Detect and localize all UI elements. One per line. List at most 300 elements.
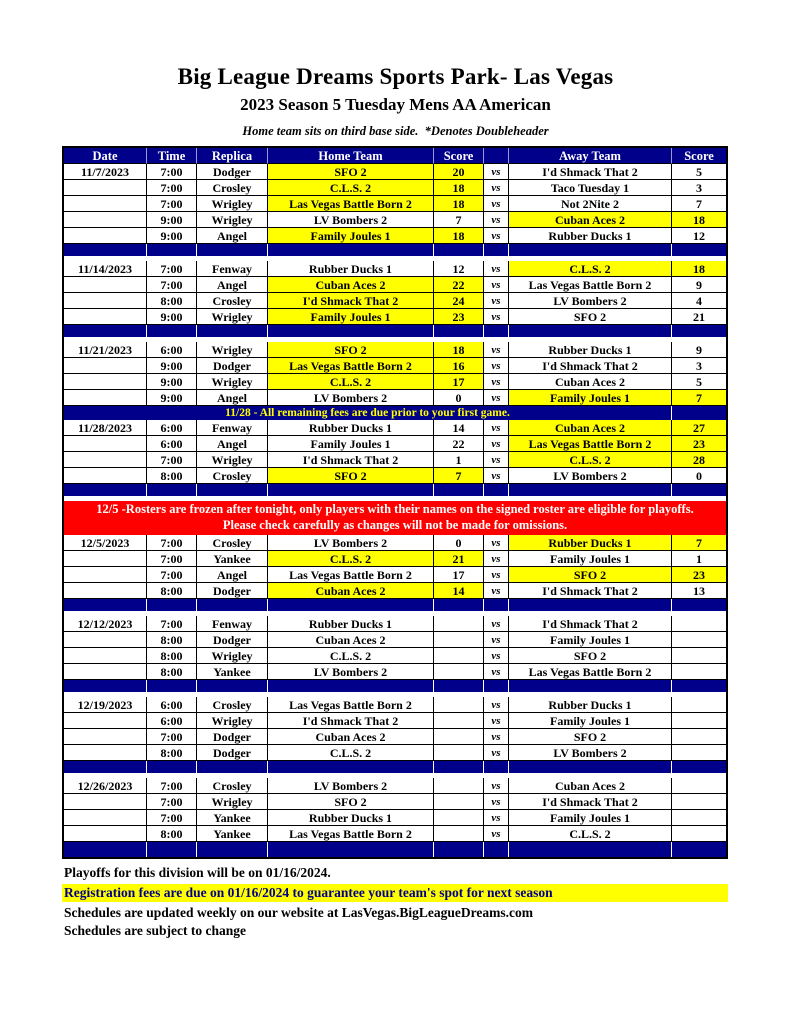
- date-cell: [64, 810, 147, 826]
- home-team-cell: Rubber Ducks 1: [268, 810, 434, 826]
- separator-cell: [197, 680, 268, 692]
- time-cell: 8:00: [147, 648, 197, 664]
- time-cell: 8:00: [147, 664, 197, 680]
- vs-cell: vs: [484, 277, 509, 293]
- table-row: [64, 664, 726, 680]
- time-cell: 7:00: [147, 164, 197, 180]
- separator-cell: [484, 325, 509, 337]
- time-cell: 8:00: [147, 293, 197, 309]
- separator-cell: [147, 244, 197, 256]
- vs-cell: vs: [484, 729, 509, 745]
- date-cell: 11/7/2023: [64, 164, 147, 180]
- time-cell: 9:00: [147, 309, 197, 325]
- separator-cell: [197, 325, 268, 337]
- date-cell: 12/26/2023: [64, 778, 147, 794]
- away-score-cell: [672, 664, 726, 680]
- time-cell: 8:00: [147, 826, 197, 842]
- home-team-cell: C.L.S. 2: [268, 648, 434, 664]
- vs-cell: vs: [484, 342, 509, 358]
- table-row: [64, 452, 726, 468]
- home-score-cell: 18: [434, 342, 484, 358]
- home-score-cell: 23: [434, 309, 484, 325]
- section-separator: [64, 761, 726, 773]
- away-score-cell: [672, 616, 726, 632]
- table-row: [64, 778, 726, 794]
- home-score-cell: [434, 826, 484, 842]
- time-cell: 9:00: [147, 374, 197, 390]
- separator-cell: [147, 325, 197, 337]
- vs-cell: vs: [484, 745, 509, 761]
- away-team-cell: I'd Shmack That 2: [509, 616, 672, 632]
- away-team-cell: Rubber Ducks 1: [509, 342, 672, 358]
- column-header-home-team: Home Team: [268, 148, 434, 164]
- replica-cell: Yankee: [197, 826, 268, 842]
- date-cell: [64, 794, 147, 810]
- date-cell: [64, 277, 147, 293]
- away-score-cell: 3: [672, 358, 726, 374]
- date-cell: [64, 196, 147, 212]
- vs-cell: vs: [484, 664, 509, 680]
- vs-cell: vs: [484, 309, 509, 325]
- replica-cell: Wrigley: [197, 196, 268, 212]
- home-team-cell: LV Bombers 2: [268, 390, 434, 406]
- date-cell: [64, 729, 147, 745]
- home-team-cell: Las Vegas Battle Born 2: [268, 567, 434, 583]
- home-team-cell: SFO 2: [268, 794, 434, 810]
- table-row: [64, 729, 726, 745]
- away-score-cell: 5: [672, 164, 726, 180]
- time-cell: 7:00: [147, 261, 197, 277]
- replica-cell: Crosley: [197, 535, 268, 551]
- section-separator: [64, 842, 726, 857]
- replica-cell: Yankee: [197, 810, 268, 826]
- away-team-cell: Family Joules 1: [509, 810, 672, 826]
- away-score-cell: 13: [672, 583, 726, 599]
- vs-cell: vs: [484, 567, 509, 583]
- vs-cell: vs: [484, 713, 509, 729]
- home-team-cell: Family Joules 1: [268, 436, 434, 452]
- away-team-cell: SFO 2: [509, 648, 672, 664]
- vs-cell: vs: [484, 436, 509, 452]
- table-row: [64, 293, 726, 309]
- separator-cell: [509, 761, 672, 773]
- away-team-cell: I'd Shmack That 2: [509, 794, 672, 810]
- home-score-cell: 20: [434, 164, 484, 180]
- home-score-cell: 12: [434, 261, 484, 277]
- time-cell: 6:00: [147, 697, 197, 713]
- home-score-cell: [434, 713, 484, 729]
- footer-website: Schedules are updated weekly on our website at LasVegas.BigLeagueDreams.com: [64, 905, 534, 920]
- home-team-cell: Las Vegas Battle Born 2: [268, 196, 434, 212]
- home-team-cell: LV Bombers 2: [268, 664, 434, 680]
- replica-cell: Dodger: [197, 632, 268, 648]
- date-cell: [64, 228, 147, 244]
- separator-cell: [434, 599, 484, 611]
- separator-cell: [672, 484, 726, 496]
- away-score-cell: 9: [672, 277, 726, 293]
- away-score-cell: [672, 745, 726, 761]
- replica-cell: Dodger: [197, 729, 268, 745]
- separator-cell: [64, 599, 147, 611]
- table-row: [64, 436, 726, 452]
- separator-cell: [147, 842, 197, 857]
- table-row: [64, 148, 726, 164]
- roster-banner-line2: Please check carefully as changes will not be made for omissions.: [222, 517, 568, 532]
- time-cell: 7:00: [147, 810, 197, 826]
- replica-cell: Dodger: [197, 745, 268, 761]
- home-score-cell: 14: [434, 583, 484, 599]
- away-score-cell: 7: [672, 390, 726, 406]
- column-header-away-team: Away Team: [509, 148, 672, 164]
- away-score-cell: [672, 826, 726, 842]
- replica-cell: Wrigley: [197, 212, 268, 228]
- time-cell: 7:00: [147, 778, 197, 794]
- away-score-cell: 23: [672, 436, 726, 452]
- away-team-cell: LV Bombers 2: [509, 468, 672, 484]
- separator-cell: [268, 842, 434, 857]
- home-team-cell: Cuban Aces 2: [268, 729, 434, 745]
- home-score-cell: 18: [434, 180, 484, 196]
- table-row: [64, 228, 726, 244]
- table-row: [64, 180, 726, 196]
- separator-cell: [672, 761, 726, 773]
- time-cell: 7:00: [147, 794, 197, 810]
- replica-cell: Crosley: [197, 697, 268, 713]
- fees-notice: 11/28 - All remaining fees are due prior to your first game.: [64, 406, 672, 420]
- home-team-cell: Rubber Ducks 1: [268, 616, 434, 632]
- separator-cell: [147, 761, 197, 773]
- home-score-cell: 7: [434, 468, 484, 484]
- separator-cell: [197, 599, 268, 611]
- time-cell: 7:00: [147, 729, 197, 745]
- away-score-cell: 0: [672, 468, 726, 484]
- home-score-cell: 18: [434, 228, 484, 244]
- table-row: [64, 390, 726, 406]
- table-row: [64, 309, 726, 325]
- away-score-cell: 7: [672, 196, 726, 212]
- home-team-cell: Family Joules 1: [268, 228, 434, 244]
- away-score-cell: 3: [672, 180, 726, 196]
- section-separator: [64, 325, 726, 337]
- home-score-cell: [434, 778, 484, 794]
- home-team-cell: SFO 2: [268, 164, 434, 180]
- away-team-cell: SFO 2: [509, 729, 672, 745]
- replica-cell: Wrigley: [197, 452, 268, 468]
- home-score-cell: [434, 794, 484, 810]
- home-team-cell: C.L.S. 2: [268, 180, 434, 196]
- replica-cell: Angel: [197, 390, 268, 406]
- away-score-cell: 12: [672, 228, 726, 244]
- table-row: [64, 551, 726, 567]
- away-score-cell: 27: [672, 420, 726, 436]
- vs-cell: vs: [484, 164, 509, 180]
- roster-banner-line1: 12/5 -Rosters are frozen after tonight, only players with their names on the signed roster are eligible for playoffs.: [96, 502, 694, 516]
- vs-cell: vs: [484, 551, 509, 567]
- separator-cell: [672, 406, 726, 420]
- home-score-cell: 21: [434, 551, 484, 567]
- time-cell: 7:00: [147, 180, 197, 196]
- date-cell: [64, 567, 147, 583]
- home-team-cell: Cuban Aces 2: [268, 277, 434, 293]
- home-team-cell: Rubber Ducks 1: [268, 261, 434, 277]
- date-cell: [64, 648, 147, 664]
- home-team-cell: Cuban Aces 2: [268, 632, 434, 648]
- page-title: Big League Dreams Sports Park- Las Vegas: [177, 64, 614, 89]
- time-cell: 8:00: [147, 468, 197, 484]
- home-score-cell: [434, 616, 484, 632]
- separator-cell: [484, 599, 509, 611]
- replica-cell: Fenway: [197, 261, 268, 277]
- column-header-score: Score: [672, 148, 726, 164]
- date-cell: [64, 293, 147, 309]
- home-team-cell: Las Vegas Battle Born 2: [268, 358, 434, 374]
- date-cell: 12/12/2023: [64, 616, 147, 632]
- separator-cell: [672, 325, 726, 337]
- replica-cell: Angel: [197, 436, 268, 452]
- table-row: [64, 164, 726, 180]
- date-cell: [64, 632, 147, 648]
- vs-cell: vs: [484, 180, 509, 196]
- away-score-cell: [672, 794, 726, 810]
- away-team-cell: Cuban Aces 2: [509, 212, 672, 228]
- section-separator: [64, 680, 726, 692]
- separator-cell: [672, 599, 726, 611]
- away-team-cell: Cuban Aces 2: [509, 420, 672, 436]
- vs-cell: vs: [484, 468, 509, 484]
- replica-cell: Crosley: [197, 468, 268, 484]
- away-team-cell: LV Bombers 2: [509, 745, 672, 761]
- away-team-cell: SFO 2: [509, 309, 672, 325]
- separator-cell: [64, 761, 147, 773]
- vs-cell: vs: [484, 616, 509, 632]
- separator-cell: [672, 244, 726, 256]
- separator-cell: [484, 680, 509, 692]
- vs-cell: vs: [484, 228, 509, 244]
- separator-cell: [197, 761, 268, 773]
- replica-cell: Crosley: [197, 293, 268, 309]
- replica-cell: Fenway: [197, 616, 268, 632]
- separator-cell: [64, 484, 147, 496]
- time-cell: 6:00: [147, 436, 197, 452]
- home-score-cell: 7: [434, 212, 484, 228]
- vs-cell: vs: [484, 535, 509, 551]
- time-cell: 7:00: [147, 567, 197, 583]
- away-score-cell: [672, 729, 726, 745]
- home-team-cell: Las Vegas Battle Born 2: [268, 697, 434, 713]
- replica-cell: Wrigley: [197, 309, 268, 325]
- away-score-cell: 21: [672, 309, 726, 325]
- table-row: [64, 277, 726, 293]
- replica-cell: Wrigley: [197, 713, 268, 729]
- home-team-cell: I'd Shmack That 2: [268, 293, 434, 309]
- section-separator: [64, 599, 726, 611]
- separator-cell: [64, 325, 147, 337]
- vs-cell: vs: [484, 212, 509, 228]
- time-cell: 8:00: [147, 583, 197, 599]
- away-team-cell: Family Joules 1: [509, 551, 672, 567]
- away-team-cell: Las Vegas Battle Born 2: [509, 664, 672, 680]
- replica-cell: Dodger: [197, 583, 268, 599]
- schedule-table: [62, 146, 728, 859]
- away-team-cell: Las Vegas Battle Born 2: [509, 277, 672, 293]
- separator-cell: [147, 484, 197, 496]
- away-score-cell: 18: [672, 212, 726, 228]
- home-score-cell: [434, 632, 484, 648]
- table-row: [64, 648, 726, 664]
- table-row: [64, 616, 726, 632]
- home-score-cell: 18: [434, 196, 484, 212]
- away-team-cell: I'd Shmack That 2: [509, 358, 672, 374]
- vs-cell: vs: [484, 583, 509, 599]
- separator-cell: [672, 680, 726, 692]
- vs-cell: vs: [484, 374, 509, 390]
- time-cell: 6:00: [147, 713, 197, 729]
- separator-cell: [484, 761, 509, 773]
- home-team-cell: Rubber Ducks 1: [268, 420, 434, 436]
- column-header-score: Score: [434, 148, 484, 164]
- separator-cell: [509, 599, 672, 611]
- time-cell: 6:00: [147, 342, 197, 358]
- home-score-cell: [434, 697, 484, 713]
- home-team-cell: C.L.S. 2: [268, 745, 434, 761]
- table-row: [64, 535, 726, 551]
- column-header-date: Date: [64, 148, 147, 164]
- separator-cell: [509, 244, 672, 256]
- table-row: [64, 583, 726, 599]
- separator-cell: [484, 244, 509, 256]
- date-cell: 11/28/2023: [64, 420, 147, 436]
- separator-cell: [147, 680, 197, 692]
- date-cell: [64, 212, 147, 228]
- away-score-cell: 18: [672, 261, 726, 277]
- replica-cell: Angel: [197, 567, 268, 583]
- separator-cell: [197, 484, 268, 496]
- date-cell: [64, 583, 147, 599]
- date-cell: [64, 664, 147, 680]
- table-row: [64, 713, 726, 729]
- vs-cell: vs: [484, 810, 509, 826]
- away-score-cell: 9: [672, 342, 726, 358]
- home-team-cell: Las Vegas Battle Born 2: [268, 826, 434, 842]
- footer: [62, 864, 728, 940]
- home-team-cell: Cuban Aces 2: [268, 583, 434, 599]
- home-score-cell: 17: [434, 374, 484, 390]
- table-row: [64, 632, 726, 648]
- away-score-cell: [672, 697, 726, 713]
- replica-cell: Yankee: [197, 664, 268, 680]
- away-team-cell: Rubber Ducks 1: [509, 228, 672, 244]
- table-row: [64, 826, 726, 842]
- schedule-note: Home team sits on third base side. *Denotes Doubleheader: [242, 124, 549, 138]
- home-score-cell: [434, 745, 484, 761]
- away-score-cell: 28: [672, 452, 726, 468]
- date-cell: [64, 713, 147, 729]
- away-team-cell: Cuban Aces 2: [509, 778, 672, 794]
- replica-cell: Wrigley: [197, 794, 268, 810]
- date-cell: 11/14/2023: [64, 261, 147, 277]
- table-row: [64, 196, 726, 212]
- vs-cell: vs: [484, 826, 509, 842]
- separator-cell: [672, 842, 726, 857]
- date-cell: 12/5/2023: [64, 535, 147, 551]
- date-cell: [64, 358, 147, 374]
- time-cell: 7:00: [147, 277, 197, 293]
- date-cell: 11/21/2023: [64, 342, 147, 358]
- vs-cell: vs: [484, 452, 509, 468]
- footer-registration: Registration fees are due on 01/16/2024 to guarantee your team's spot for next season: [62, 884, 728, 902]
- away-score-cell: [672, 648, 726, 664]
- away-team-cell: Family Joules 1: [509, 632, 672, 648]
- away-team-cell: C.L.S. 2: [509, 261, 672, 277]
- time-cell: 7:00: [147, 551, 197, 567]
- away-score-cell: [672, 810, 726, 826]
- home-score-cell: 17: [434, 567, 484, 583]
- home-score-cell: 24: [434, 293, 484, 309]
- separator-cell: [268, 680, 434, 692]
- home-score-cell: 14: [434, 420, 484, 436]
- separator-cell: [434, 680, 484, 692]
- date-cell: [64, 452, 147, 468]
- vs-cell: vs: [484, 632, 509, 648]
- separator-cell: [197, 842, 268, 857]
- date-cell: [64, 309, 147, 325]
- home-team-cell: LV Bombers 2: [268, 778, 434, 794]
- table-row: [64, 794, 726, 810]
- away-team-cell: Family Joules 1: [509, 713, 672, 729]
- away-score-cell: [672, 778, 726, 794]
- home-score-cell: 16: [434, 358, 484, 374]
- separator-cell: [268, 484, 434, 496]
- vs-cell: vs: [484, 697, 509, 713]
- replica-cell: Dodger: [197, 164, 268, 180]
- replica-cell: Crosley: [197, 778, 268, 794]
- replica-cell: Wrigley: [197, 342, 268, 358]
- time-cell: 7:00: [147, 196, 197, 212]
- table-row: [64, 374, 726, 390]
- table-row: [64, 358, 726, 374]
- away-team-cell: Family Joules 1: [509, 390, 672, 406]
- vs-cell: vs: [484, 778, 509, 794]
- roster-freeze-banner: [64, 501, 726, 535]
- table-row: [64, 342, 726, 358]
- date-cell: [64, 745, 147, 761]
- away-team-cell: Cuban Aces 2: [509, 374, 672, 390]
- separator-cell: [147, 599, 197, 611]
- separator-cell: [509, 484, 672, 496]
- replica-cell: Wrigley: [197, 374, 268, 390]
- away-score-cell: [672, 713, 726, 729]
- away-team-cell: C.L.S. 2: [509, 452, 672, 468]
- separator-cell: [509, 325, 672, 337]
- replica-cell: Crosley: [197, 180, 268, 196]
- away-team-cell: LV Bombers 2: [509, 293, 672, 309]
- replica-cell: Angel: [197, 277, 268, 293]
- away-team-cell: Las Vegas Battle Born 2: [509, 436, 672, 452]
- vs-cell: vs: [484, 293, 509, 309]
- vs-cell: vs: [484, 794, 509, 810]
- column-header-vs: [484, 148, 509, 164]
- vs-cell: vs: [484, 358, 509, 374]
- away-score-cell: 5: [672, 374, 726, 390]
- page-subtitle: 2023 Season 5 Tuesday Mens AA American: [240, 95, 551, 114]
- time-cell: 7:00: [147, 535, 197, 551]
- section-separator: [64, 484, 726, 496]
- away-team-cell: C.L.S. 2: [509, 826, 672, 842]
- separator-cell: [434, 761, 484, 773]
- table-row: [64, 406, 726, 420]
- replica-cell: Yankee: [197, 551, 268, 567]
- away-score-cell: 7: [672, 535, 726, 551]
